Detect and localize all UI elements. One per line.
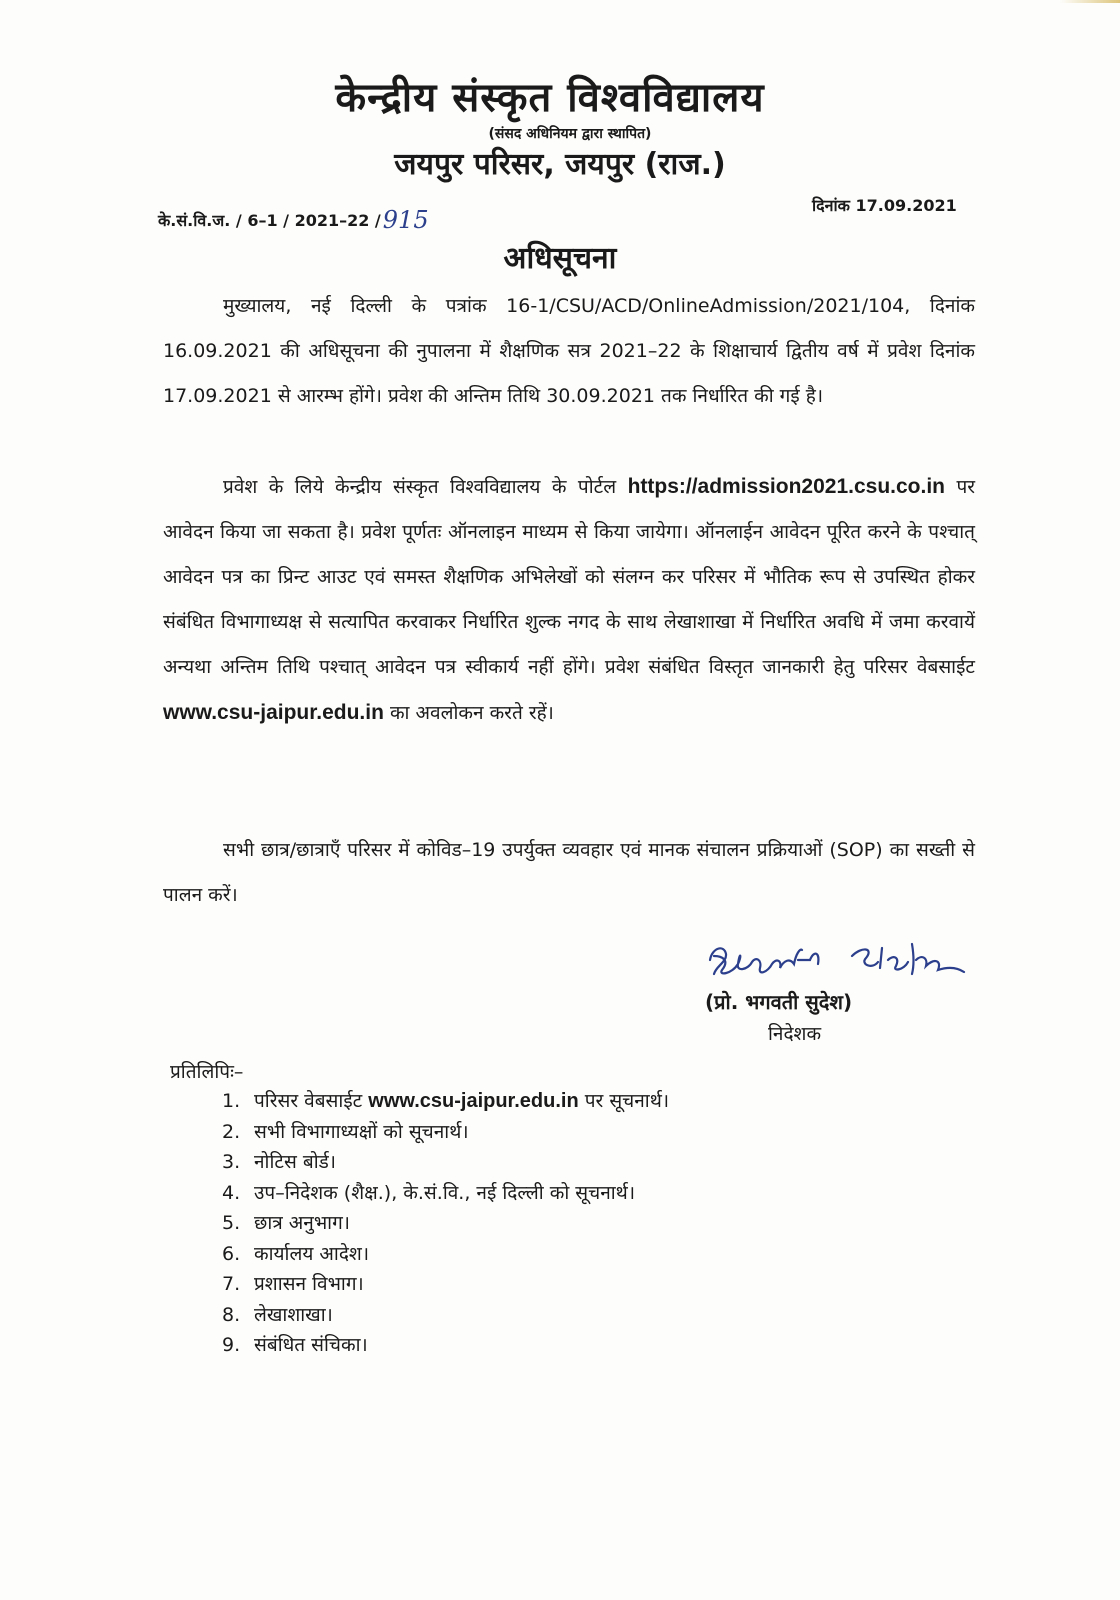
list-item <box>222 1117 669 1148</box>
list-item-text: पर सूचनार्थ। <box>584 1090 670 1112</box>
page-edge-mark <box>1060 0 1120 3</box>
list-item <box>222 1300 669 1331</box>
campus-name: जयपुर परिसर, जयपुर (राज.) <box>394 147 726 182</box>
list-item-number: 5. <box>222 1212 241 1234</box>
reference-number-handwritten: 915 <box>382 206 429 234</box>
university-name: केन्द्रीय संस्कृत विश्वविद्यालय <box>335 75 765 121</box>
paragraph-covid-sop: सभी छात्र/छात्राएँ परिसर में कोविड–19 उपर्युक्त व्यवहार एवं मानक संचालन प्रक्रियाओं (SOP) का सख्ती से पालन करें। <box>163 839 975 906</box>
list-item-number: 7. <box>222 1273 241 1295</box>
paragraph2-before-url: प्रवेश के लिये केन्द्रीय संस्कृत विश्वविद्यालय के पोर्टल <box>223 476 617 498</box>
list-item-number: 9. <box>222 1334 241 1356</box>
list-item-text: सभी विभागाध्यक्षों को सूचनार्थ। <box>254 1120 469 1143</box>
list-item <box>222 1147 669 1178</box>
reference-number-printed: के.सं.वि.ज. / 6–1 / 2021–22 / <box>158 211 381 230</box>
list-item-text: कार्यालय आदेश। <box>254 1242 370 1265</box>
list-item-number: 3. <box>222 1151 241 1173</box>
signature-mark <box>702 930 982 990</box>
established-note: (संसद अधिनियम द्वारा स्थापित) <box>488 126 652 142</box>
list-item-text: लेखाशाखा। <box>254 1303 333 1326</box>
signatory-name: (प्रो. भगवती सुदेश) <box>705 990 853 1014</box>
notice-date: दिनांक 17.09.2021 <box>812 196 957 215</box>
campus-website-link[interactable]: www.csu-jaipur.edu.in <box>368 1090 579 1112</box>
list-item-text: छात्र अनुभाग। <box>254 1212 351 1234</box>
list-item <box>222 1269 669 1300</box>
campus-website-link[interactable]: www.csu-jaipur.edu.in <box>163 701 384 724</box>
list-item-text: उप–निदेशक (शैक्ष.), के.सं.वि., नई दिल्ली को सूचनार्थ। <box>254 1181 636 1204</box>
list-item <box>222 1208 669 1239</box>
list-item <box>222 1330 669 1361</box>
list-item-number: 6. <box>222 1242 241 1265</box>
list-item-text: प्रशासन विभाग। <box>254 1273 364 1295</box>
copy-to-list <box>222 1086 669 1361</box>
list-item <box>222 1239 669 1270</box>
admission-portal-link[interactable]: https://admission2021.csu.co.in <box>627 475 945 498</box>
paragraph-admission-process <box>163 464 975 736</box>
list-item-text: परिसर वेबसाईट <box>254 1090 363 1112</box>
paragraph2-middle: पर आवेदन किया जा सकता है। प्रवेश पूर्णतः ऑनलाइन माध्यम से किया जायेगा। ऑनलाईन आवेदन पूरित करने के पश्चात् आवेदन पत्र का प्रिन्ट आउट एवं समस्त शैक्षणिक अभिलेखों को संलग्न कर परिसर में भौतिक रूप से उपस्थित होकर संबंधित विभागाध्यक्ष से सत्यापित करवाकर निर्धारित शुल्क नगद के साथ लेखाशाखा में निर्धारित अवधि में जमा करवायें अन्यथा अन्तिम तिथि पश्चात् आवेदन पत्र स्वीकार्य नहीं होंगे। प्रवेश संबंधित विस्तृत जानकारी हेतु परिसर वेबसाईट <box>163 476 976 678</box>
copy-to-label: प्रतिलिपिः– <box>170 1061 244 1083</box>
signatory-designation: निदेशक <box>768 1023 822 1045</box>
notice-title: अधिसूचना <box>503 241 617 276</box>
list-item-number: 1. <box>222 1090 241 1112</box>
list-item <box>222 1086 669 1117</box>
list-item-text: नोटिस बोर्ड। <box>254 1151 336 1173</box>
paragraph-admission-dates: मुख्यालय, नई दिल्ली के पत्रांक 16-1/CSU/ACD/OnlineAdmission/2021/104, दिनांक 16.09.2021 की अधिसूचना की नुपालना में शैक्षणिक सत्र 2021–22 के शिक्षाचार्य द्वितीय वर्ष में प्रवेश दिनांक 17.09.2021 से आरम्भ होंगे। प्रवेश की अन्तिम तिथि 30.09.2021 तक निर्धारित की गई है। <box>163 295 975 407</box>
list-item <box>222 1178 669 1209</box>
reference-number <box>158 206 429 234</box>
list-item-number: 8. <box>222 1303 241 1326</box>
paragraph2-after-url: का अवलोकन करते रहें। <box>389 702 554 724</box>
list-item-text: संबंधित संचिका। <box>254 1334 368 1356</box>
list-item-number: 4. <box>222 1181 241 1204</box>
list-item-number: 2. <box>222 1120 241 1143</box>
